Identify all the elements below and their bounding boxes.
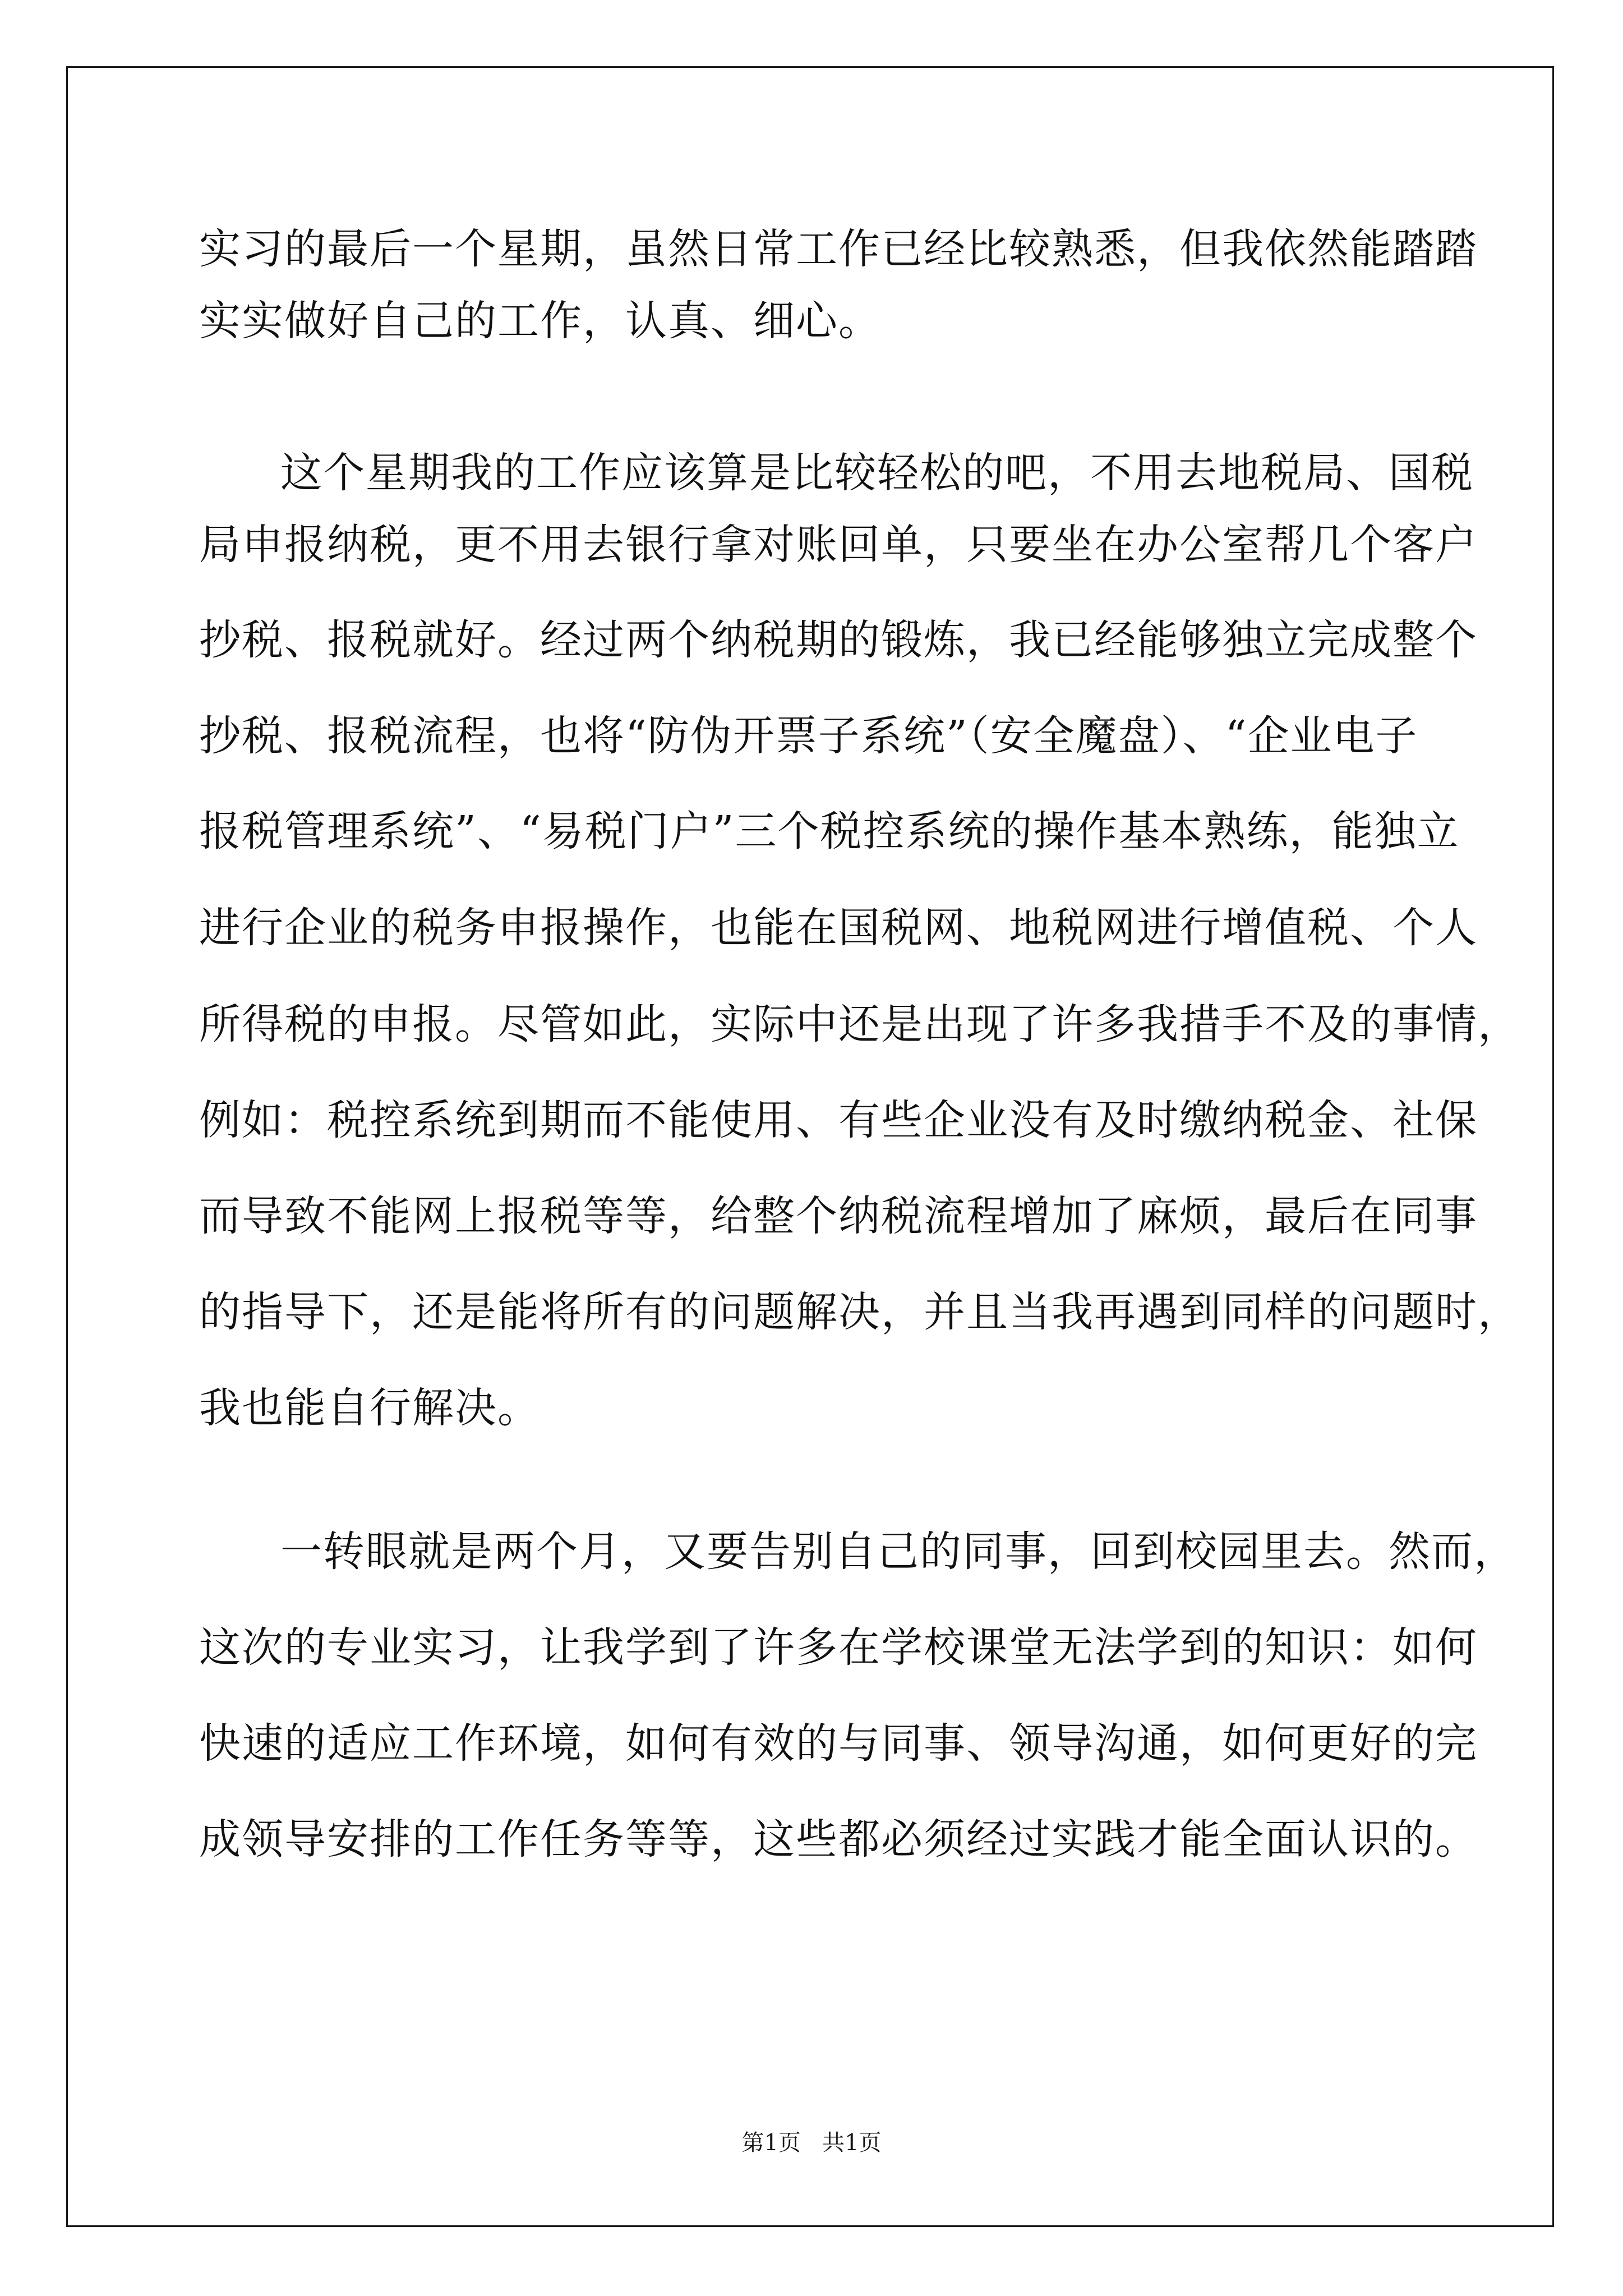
text-line: 例如：税控系统到期而不能使用、有些企业没有及时缴纳税金、社保 — [199, 1096, 1478, 1144]
text-line: 快速的适应工作环境，如何有效的与同事、领导沟通，如何更好的完 — [199, 1719, 1478, 1768]
text-line: 报税管理系统”、“易税门户”三个税控系统的操作基本熟练，能独立 — [199, 807, 1460, 855]
text-line: 一转眼就是两个月，又要告别自己的同事，回到校园里去。然而， — [280, 1527, 1516, 1576]
text-line: 而导致不能网上报税等等，给整个纳税流程增加了麻烦，最后在同事 — [199, 1192, 1478, 1240]
text-line: 这个星期我的工作应该算是比较轻松的吧，不用去地税局、国税 — [280, 449, 1474, 497]
text-line: 实实做好自己的工作，认真、细心。 — [199, 297, 881, 345]
text-line: 成领导安排的工作任务等等，这些都必须经过实践才能全面认识的。 — [199, 1815, 1478, 1864]
text-line: 所得税的申报。尽管如此，实际中还是出现了许多我措手不及的事情， — [199, 1000, 1520, 1048]
text-line: 我也能自行解决。 — [199, 1384, 540, 1432]
text-line: 的指导下，还是能将所有的问题解决，并且当我再遇到同样的问题时， — [199, 1288, 1520, 1336]
page-footer: 第1页 共1页 — [741, 2130, 882, 2156]
text-line: 局申报纳税，更不用去银行拿对账回单，只要坐在办公室帮几个客户 — [199, 521, 1478, 569]
text-line: 这次的专业实习，让我学到了许多在学校课堂无法学到的知识：如何 — [199, 1623, 1478, 1672]
text-line: 抄税、报税流程，也将“防伪开票子系统”（安全魔盘）、“企业电子 — [199, 712, 1418, 760]
text-line: 进行企业的税务申报操作，也能在国税网、地税网进行增值税、个人 — [199, 904, 1478, 952]
text-line: 抄税、报税就好。经过两个纳税期的锻炼，我已经能够独立完成整个 — [199, 616, 1478, 664]
text-line: 实习的最后一个星期，虽然日常工作已经比较熟悉，但我依然能踏踏 — [199, 225, 1478, 273]
page-border — [66, 66, 1554, 2227]
